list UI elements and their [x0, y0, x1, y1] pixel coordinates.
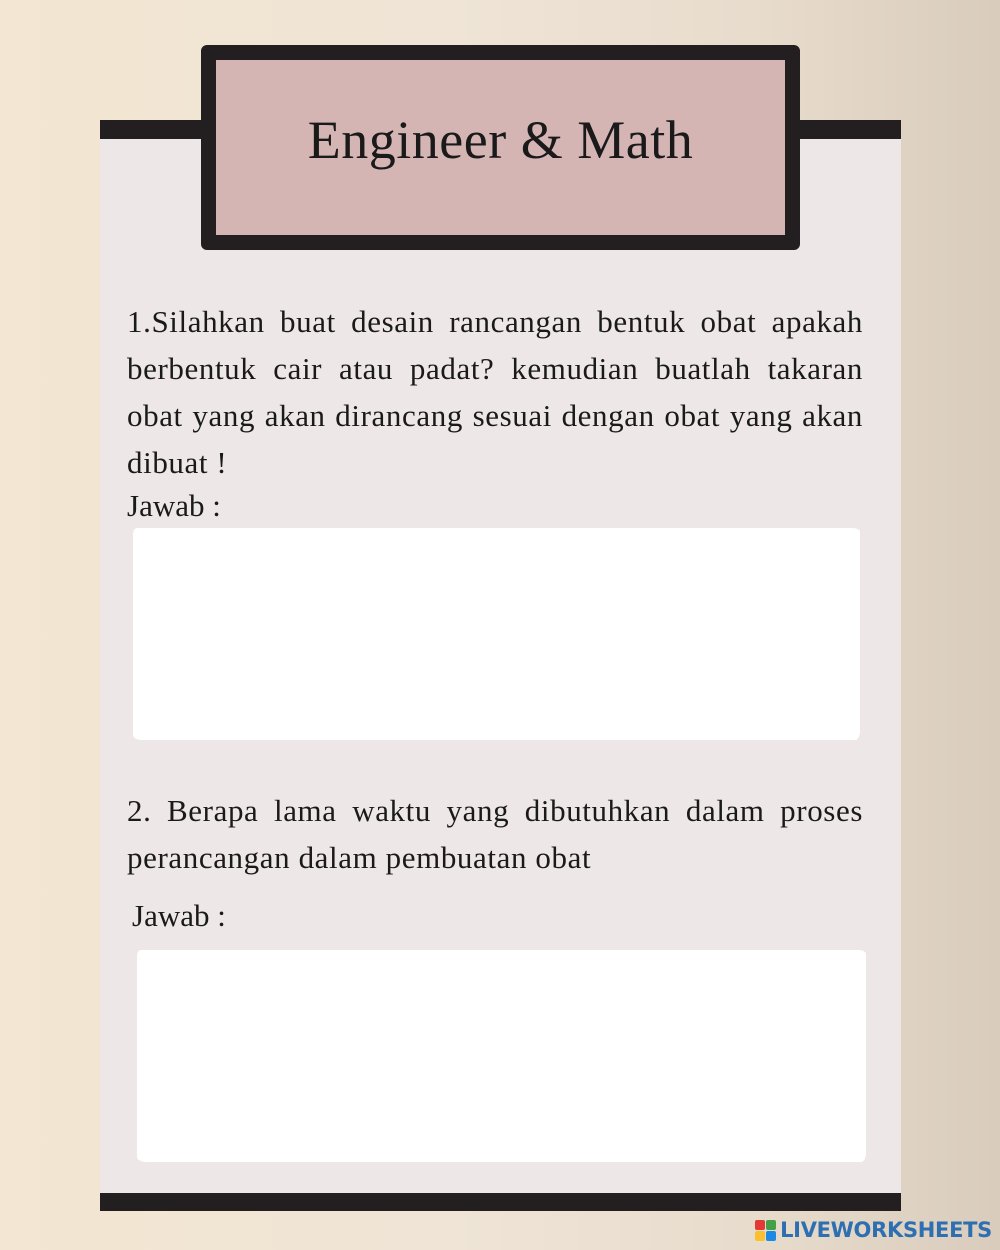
- answer-label-2: Jawab :: [132, 898, 226, 933]
- answer-box-2[interactable]: [137, 950, 866, 1162]
- logo-square-red: [755, 1220, 765, 1230]
- liveworksheets-watermark[interactable]: [755, 1218, 992, 1242]
- logo-square-blue: [766, 1231, 776, 1241]
- page-title: Engineer & Math: [307, 109, 694, 170]
- bottom-bar: [100, 1193, 901, 1211]
- answer-label-1: Jawab :: [127, 488, 221, 523]
- question-2-text: 2. Berapa lama waktu yang dibutuhkan dalam proses perancangan dalam pembuatan obat: [127, 793, 863, 875]
- logo-square-yellow: [755, 1231, 765, 1241]
- logo-square-green: [766, 1220, 776, 1230]
- title-box: [201, 45, 800, 250]
- liveworksheets-logo-icon: [755, 1220, 776, 1241]
- answer-box-1[interactable]: [133, 528, 860, 740]
- watermark-text: LIVEWORKSHEETS: [780, 1218, 992, 1242]
- question-1-text: 1.Silahkan buat desain rancangan bentuk obat apakah berbentuk cair atau padat? kemudian buatlah takaran obat yang akan dirancang sesuai dengan obat yang akan dibuat !: [127, 304, 863, 480]
